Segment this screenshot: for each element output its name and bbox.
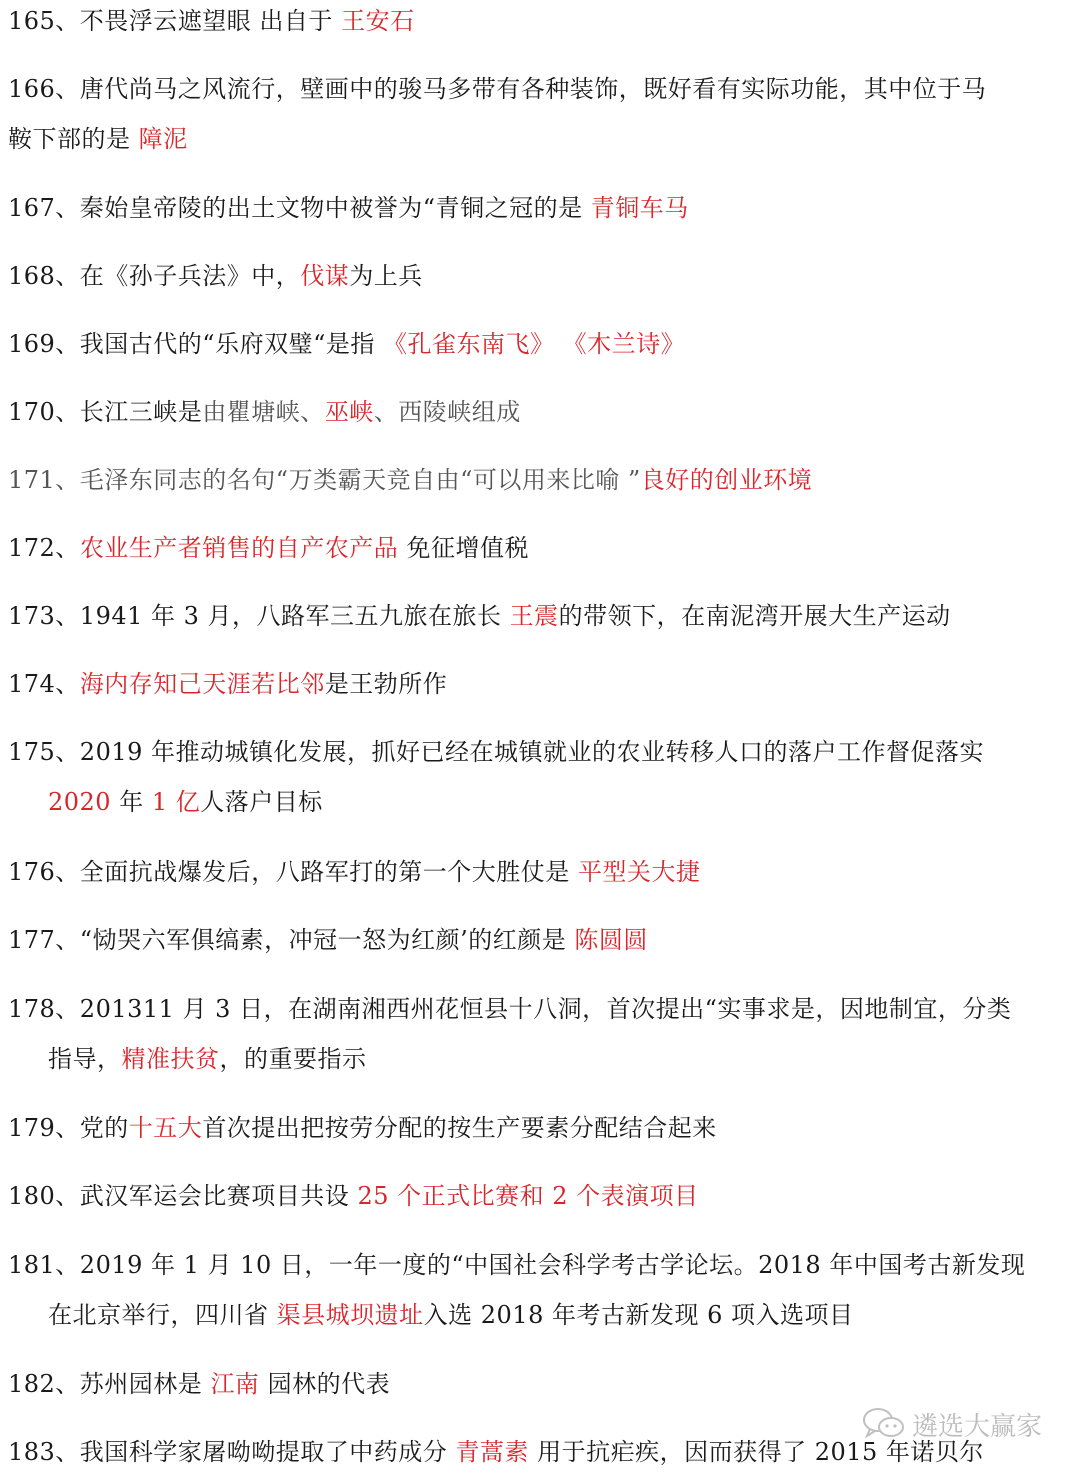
quiz-item-179 (8, 1103, 1068, 1153)
item-line (8, 847, 1068, 897)
question-text: 、西陵峡组成 (373, 398, 521, 426)
quiz-item-167 (8, 183, 1068, 233)
question-text: ，的重要指示 (219, 1045, 367, 1073)
question-text: 180、武汉军运会比赛项目共设 (8, 1182, 358, 1210)
item-line (8, 0, 1068, 46)
item-line (8, 251, 1068, 301)
quiz-item-182 (8, 1359, 1068, 1409)
quiz-item-165 (8, 0, 1068, 46)
item-line (8, 523, 1068, 573)
question-text: 176、全面抗战爆发后，八路军打的第一个大胜仗是 (8, 858, 578, 886)
quiz-item-172 (8, 523, 1068, 573)
watermark (862, 1404, 1042, 1444)
answer-highlight: 农业生产者销售的自产农产品 (79, 534, 399, 562)
quiz-item-169 (8, 319, 1068, 369)
answer-highlight: 青铜车马 (590, 194, 689, 222)
question-text: 169、我国古代的“乐府双璧“是指 (8, 330, 383, 358)
item-line (8, 659, 1068, 709)
answer-highlight: 障泥 (138, 125, 188, 153)
quiz-item-180 (8, 1171, 1068, 1221)
quiz-item-170 (8, 387, 1068, 437)
question-text: 174、 (8, 670, 80, 698)
question-text: 172、 (8, 534, 80, 562)
answer-highlight: 《孔雀东南飞》 《木兰诗》 (382, 330, 686, 358)
wechat-icon (862, 1407, 906, 1441)
question-text: 171、毛泽东同志的名句“万类霸天竞自由“可以用来比喻 ” (8, 466, 641, 494)
answer-highlight: 十五大 (128, 1114, 203, 1142)
item-line (8, 591, 1068, 641)
question-text: 首次提出把按劳分配的按生产要素分配结合起来 (202, 1114, 717, 1142)
question-text: 人落户目标 (200, 788, 323, 816)
answer-highlight: 良好的创业环境 (640, 466, 813, 494)
quiz-item-174 (8, 659, 1068, 709)
question-text: 175、2019 年推动城镇化发展，抓好已经在城镇就业的农业转移人口的落户工作督促落实 (8, 738, 985, 766)
question-text: 165、不畏浮云遮望眼 出自于 (8, 7, 342, 35)
question-text: 是王勃所作 (324, 670, 448, 698)
item-continuation-line (8, 777, 1068, 827)
question-text: 年 (111, 788, 152, 816)
quiz-item-176 (8, 847, 1068, 897)
answer-highlight: 海内存知己天涯若比邻 (79, 670, 325, 698)
item-line (8, 1171, 1068, 1221)
question-text: 170、长江三峡是 (8, 398, 203, 426)
answer-highlight: 江南 (210, 1370, 260, 1398)
question-text: 由瞿塘峡、 (202, 398, 325, 426)
question-text: 为上兵 (349, 262, 423, 290)
question-text: 177、“恸哭六军俱缟素，冲冠一怒为红颜’的红颜是 (8, 926, 575, 954)
watermark-text: 遴选大赢家 (912, 1411, 1043, 1442)
item-line (8, 64, 1068, 114)
quiz-item-168 (8, 251, 1068, 301)
question-text: 指导， (48, 1045, 122, 1073)
answer-highlight: 25 个正式比赛和 2 个表演项目 (357, 1182, 699, 1210)
question-text: 在北京举行，四川省 (48, 1301, 277, 1329)
question-text: 的带领下，在南泥湾开展大生产运动 (558, 602, 951, 630)
answer-highlight: 巫峡 (324, 398, 374, 426)
item-line (8, 1103, 1068, 1153)
question-text: 166、唐代尚马之风流行，壁画中的骏马多带有各种装饰，既好看有实际功能，其中位于马 (8, 75, 987, 103)
quiz-item-175 (8, 727, 1068, 827)
quiz-item-171 (8, 455, 1068, 505)
question-text: 园林的代表 (259, 1370, 391, 1398)
item-line (8, 183, 1068, 233)
question-text: 入选 2018 年考古新发现 6 项入选项目 (423, 1301, 854, 1329)
item-continuation-line (8, 114, 1068, 164)
question-text: 179、党的 (8, 1114, 129, 1142)
item-line (8, 984, 1068, 1034)
question-text: 167、秦始皇帝陵的出土文物中被誉为“青铜之冠的是 (8, 194, 591, 222)
answer-highlight: 1 亿 (151, 788, 201, 816)
item-line (8, 455, 1068, 505)
question-text: 181、2019 年 1 月 10 日，一年一度的“中国社会科学考古学论坛。2018 年中国考古新发现 (8, 1251, 1026, 1279)
question-text: 173、1941 年 3 月，八路军三五九旅在旅长 (8, 602, 510, 630)
answer-highlight: 伐谋 (300, 262, 350, 290)
item-continuation-line (8, 1034, 1068, 1084)
item-line (8, 727, 1068, 777)
question-text: 183、我国科学家屠呦呦提取了中药成分 (8, 1438, 456, 1466)
quiz-item-177 (8, 915, 1068, 965)
answer-highlight: 平型关大捷 (577, 858, 701, 886)
item-line (8, 1359, 1068, 1409)
question-text: 182、苏州园林是 (8, 1370, 211, 1398)
question-text: 鞍下部的是 (8, 125, 139, 153)
answer-highlight: 精准扶贫 (121, 1045, 220, 1073)
question-text: 178、201311 月 3 日，在湖南湘西州花恒县十八洞，首次提出“实事求是，因地制宜，分类 (8, 995, 1012, 1023)
quiz-item-181 (8, 1240, 1068, 1340)
question-text: 免征增值税 (398, 534, 529, 562)
quiz-item-178 (8, 984, 1068, 1084)
item-line (8, 387, 1068, 437)
item-continuation-line (8, 1290, 1068, 1340)
quiz-item-166 (8, 64, 1068, 164)
answer-highlight: 2020 (48, 788, 112, 816)
answer-highlight: 青蒿素 (455, 1438, 529, 1466)
answer-highlight: 王震 (509, 602, 559, 630)
question-text: 168、在《孙子兵法》中， (8, 262, 301, 290)
question-text: 用于抗疟疾，因而获得了 2015 年诺贝尔 (528, 1438, 984, 1466)
item-line (8, 319, 1068, 369)
item-line (8, 1240, 1068, 1290)
answer-highlight: 陈圆圆 (574, 926, 648, 954)
quiz-item-173 (8, 591, 1068, 641)
item-line (8, 915, 1068, 965)
answer-highlight: 渠县城坝遗址 (276, 1301, 424, 1329)
answer-highlight: 王安石 (341, 7, 415, 35)
